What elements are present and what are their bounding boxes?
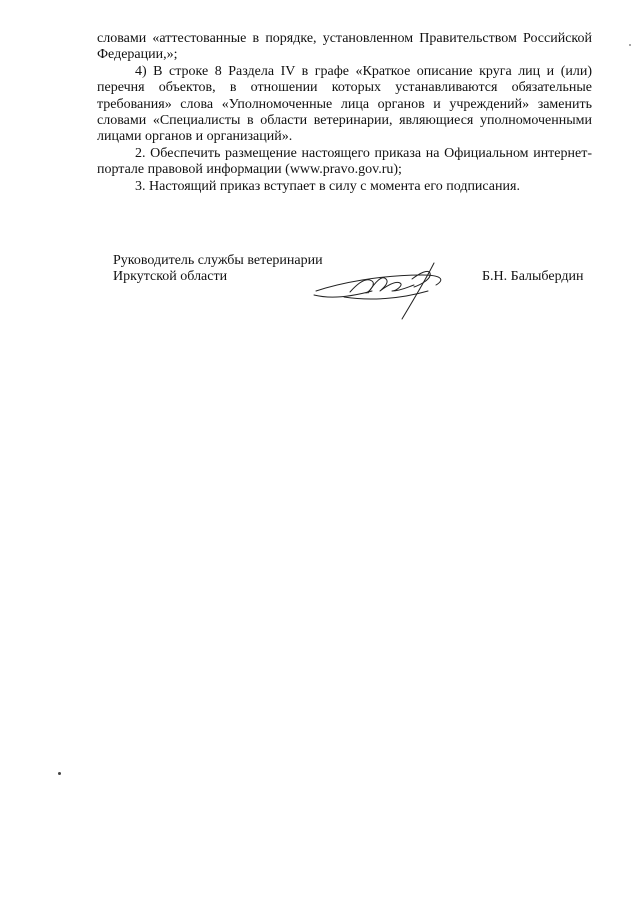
paragraph-item-4: 4) В строке 8 Раздела IV в графе «Краткое описание круга лиц и (или) перечня объектов, в отношении которых устанавливаются обязательные требования» слова «Уполномоченные лица органов и учреждений» заменить словами «Специалисты в области ветеринарии, являющиеся уполномоченными лицами органов и организаций».	[97, 63, 592, 145]
scan-speck-margin	[629, 44, 631, 46]
signatory-title-line1: Руководитель службы ветеринарии	[113, 253, 323, 268]
signatory-title-line2: Иркутской области	[113, 269, 228, 285]
paragraph-effective: 3. Настоящий приказ вступает в силу с момента его подписания.	[135, 178, 520, 194]
scan-speck	[58, 772, 61, 775]
paragraph-continuation: словами «аттестованные в порядке, установленном Правительством Российской Федерации,»;	[97, 31, 592, 63]
paragraph-publication: 2. Обеспечить размещение настоящего приказа на Официальном интернет-портале правовой информации (www.pravo.gov.ru);	[97, 145, 592, 178]
document-body	[97, 31, 592, 195]
signatory-name: Б.Н. Балыбердин	[482, 269, 584, 284]
signatory-title	[113, 253, 323, 286]
handwritten-signature	[310, 255, 455, 325]
